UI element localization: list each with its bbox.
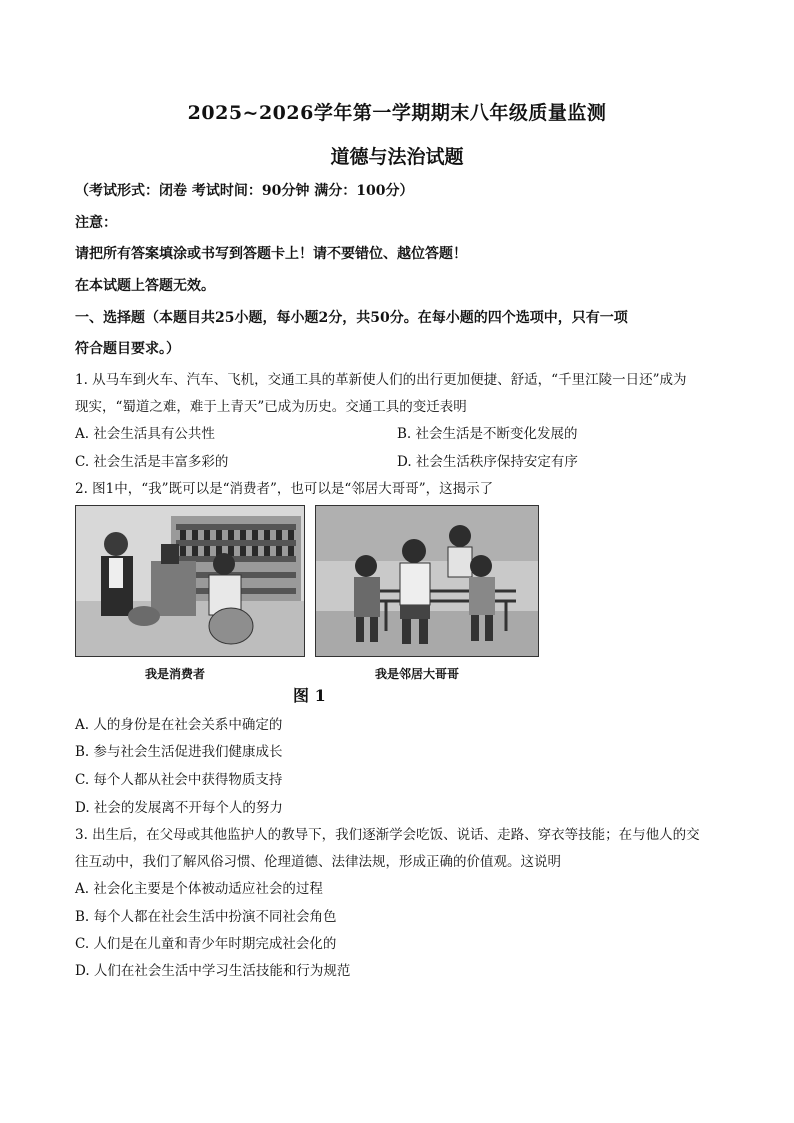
section-heading-line-1: 一、选择题（本题目共25小题，每小题2分，共50分。在每小题的四个选项中，只有一项 — [75, 310, 628, 326]
notice-line-1: 请把所有答案填涂或书写到答题卡上！请不要错位、越位答题！ — [75, 246, 467, 262]
q2-option-b: B. 参与社会生活促进我们健康成长 — [75, 744, 283, 760]
q3-stem-line-1: 3. 出生后，在父母或其他监护人的教导下，我们逐渐学会吃饭、说话、走路、穿衣等技能；在与他人的交 — [75, 827, 700, 843]
q1-option-a: A. 社会生活具有公共性 — [75, 426, 215, 442]
figure-panel-consumer — [75, 505, 305, 657]
notice-label: 注意： — [75, 215, 117, 231]
q3-option-d: D. 人们在社会生活中学习生活技能和行为规范 — [75, 963, 351, 979]
q2-option-a: A. 人的身份是在社会关系中确定的 — [75, 717, 283, 733]
section-heading-line-2: 符合题目要求。） — [75, 341, 180, 357]
q1-option-d: D. 社会生活秩序保持安定有序 — [397, 454, 578, 470]
supermarket-illustration — [76, 506, 304, 656]
figure-1 — [75, 505, 540, 705]
q3-option-a: A. 社会化主要是个体被动适应社会的过程 — [75, 881, 323, 897]
q3-option-b: B. 每个人都在社会生活中扮演不同社会角色 — [75, 909, 337, 925]
notice-line-2: 在本试题上答题无效。 — [75, 278, 215, 294]
q1-stem-line-1: 1. 从马车到火车、汽车、飞机，交通工具的革新使人们的出行更加便捷、舒适，“千里江陵一日还”成为 — [75, 372, 687, 388]
caption-neighbor: 我是邻居大哥哥 — [375, 667, 460, 681]
q1-stem-line-2: 现实，“蜀道之难，难于上青天”已成为历史。交通工具的变迁表明 — [75, 399, 467, 415]
q2-option-c: C. 每个人都从社会中获得物质支持 — [75, 772, 283, 788]
exam-info: （考试形式：闭卷 考试时间：90分钟 满分：100分） — [75, 183, 414, 199]
q1-option-c: C. 社会生活是丰富多彩的 — [75, 454, 229, 470]
q2-stem: 2. 图1中，“我”既可以是“消费者”，也可以是“邻居大哥哥”，这揭示了 — [75, 481, 494, 497]
q3-stem-line-2: 往互动中，我们了解风俗习惯、伦理道德、法律法规，形成正确的价值观。这说明 — [75, 854, 561, 870]
q1-option-b: B. 社会生活是不断变化发展的 — [397, 426, 578, 442]
subject-title: 道德与法治试题 — [330, 146, 464, 168]
q2-option-d: D. 社会的发展离不开每个人的努力 — [75, 800, 283, 816]
park-bench-illustration — [316, 506, 538, 656]
q3-option-c: C. 人们是在儿童和青少年时期完成社会化的 — [75, 936, 337, 952]
exam-title: 2025~2026学年第一学期期末八年级质量监测 — [187, 102, 607, 124]
figure-label: 图 1 — [293, 686, 326, 705]
caption-consumer: 我是消费者 — [145, 667, 206, 681]
figure-panel-neighbor — [315, 505, 539, 657]
